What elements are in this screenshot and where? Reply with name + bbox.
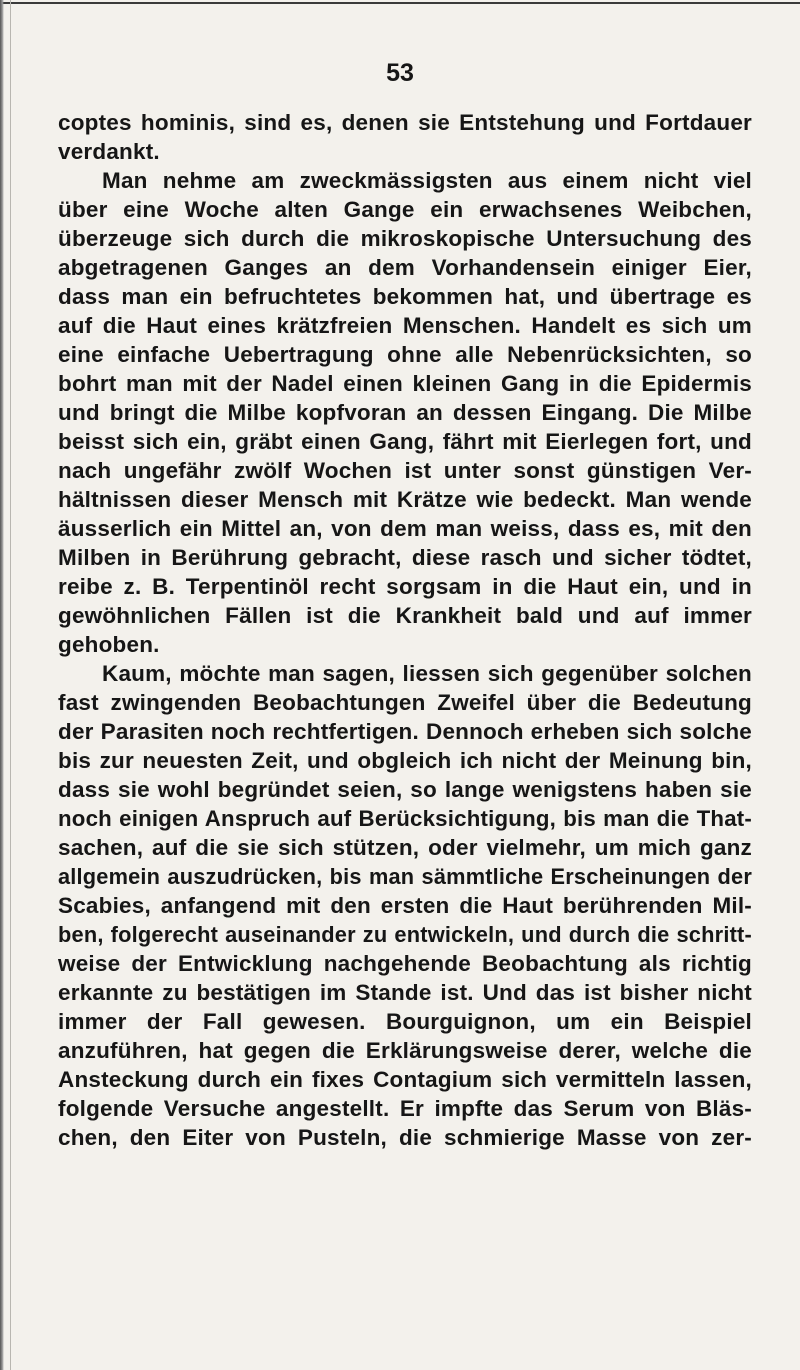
text-line: verdankt. — [58, 139, 160, 164]
text-line: sachen, auf die sie sich stützen, oder vielmehr, um mich ganz — [58, 835, 752, 860]
text-line: Scabies, anfangend mit den ersten die Haut berührenden Mil- — [58, 893, 752, 918]
page-binding-line — [10, 0, 11, 1370]
text-line: bis zur neuesten Zeit, und obgleich ich nicht der Meinung bin, — [58, 748, 752, 773]
text-line: anzuführen, hat gegen die Erklärungsweise derer, welche die — [58, 1038, 752, 1063]
text-line: gehoben. — [58, 632, 160, 657]
text-line: überzeuge sich durch die mikroskopische Untersuchung des — [58, 226, 752, 251]
text-line: über eine Woche alten Gange ein erwachsenes Weibchen, — [58, 197, 752, 222]
text-line: ben, folgerecht auseinander zu entwickeln, und durch die schritt- — [58, 922, 752, 947]
text-line: immer der Fall gewesen. Bourguignon, um ein Beispiel — [58, 1009, 752, 1034]
text-line: noch einigen Anspruch auf Berücksichtigung, bis man die That- — [58, 806, 752, 831]
text-line: folgende Versuche angestellt. Er impfte das Serum von Bläs- — [58, 1096, 752, 1121]
text-line: erkannte zu bestätigen im Stande ist. Und das ist bisher nicht — [58, 980, 752, 1005]
text-line: fast zwingenden Beobachtungen Zweifel über die Bedeutung — [58, 690, 752, 715]
text-line: coptes hominis, sind es, denen sie Entstehung und Fortdauer — [58, 110, 752, 135]
text-line: bohrt man mit der Nadel einen kleinen Gang in die Epidermis — [58, 371, 752, 396]
text-line: auf die Haut eines krätzfreien Menschen. Handelt es sich um — [58, 313, 752, 338]
text-line: nach ungefähr zwölf Wochen ist unter sonst günstigen Ver- — [58, 458, 752, 483]
text-line: gewöhnlichen Fällen ist die Krankheit bald und auf immer — [58, 603, 752, 628]
text-line: allgemein auszudrücken, bis man sämmtliche Erscheinungen der — [58, 864, 752, 889]
text-line: und bringt die Milbe kopfvoran an dessen Eingang. Die Milbe — [58, 400, 752, 425]
page-number: 53 — [386, 59, 414, 87]
text-line: Man nehme am zweckmässigsten aus einem nicht viel — [102, 168, 752, 193]
top-rule — [0, 2, 800, 4]
text-line: beisst sich ein, gräbt einen Gang, fährt mit Eierlegen fort, und — [58, 429, 752, 454]
text-line: Kaum, möchte man sagen, liessen sich gegenüber solchen — [102, 661, 752, 686]
text-line: hältnissen dieser Mensch mit Krätze wie bedeckt. Man wende — [58, 487, 752, 512]
page-left-edge — [0, 0, 4, 1370]
text-line: eine einfache Uebertragung ohne alle Nebenrücksichten, so — [58, 342, 752, 367]
text-line: chen, den Eiter von Pusteln, die schmierige Masse von zer- — [58, 1125, 752, 1150]
body-text — [58, 108, 752, 1152]
text-line: dass sie wohl begründet seien, so lange wenigstens haben sie — [58, 777, 752, 802]
text-line: äusserlich ein Mittel an, von dem man weiss, dass es, mit den — [58, 516, 752, 541]
text-line: Milben in Berührung gebracht, diese rasch und sicher tödtet, — [58, 545, 752, 570]
text-line: reibe z. B. Terpentinöl recht sorgsam in die Haut ein, und in — [58, 574, 752, 599]
text-line: dass man ein befruchtetes bekommen hat, und übertrage es — [58, 284, 752, 309]
text-line: der Parasiten noch rechtfertigen. Dennoch erheben sich solche — [58, 719, 752, 744]
text-line: Ansteckung durch ein fixes Contagium sich vermitteln lassen, — [58, 1067, 752, 1092]
text-line: weise der Entwicklung nachgehende Beobachtung als richtig — [58, 951, 752, 976]
text-line: abgetragenen Ganges an dem Vorhandensein einiger Eier, — [58, 255, 752, 280]
